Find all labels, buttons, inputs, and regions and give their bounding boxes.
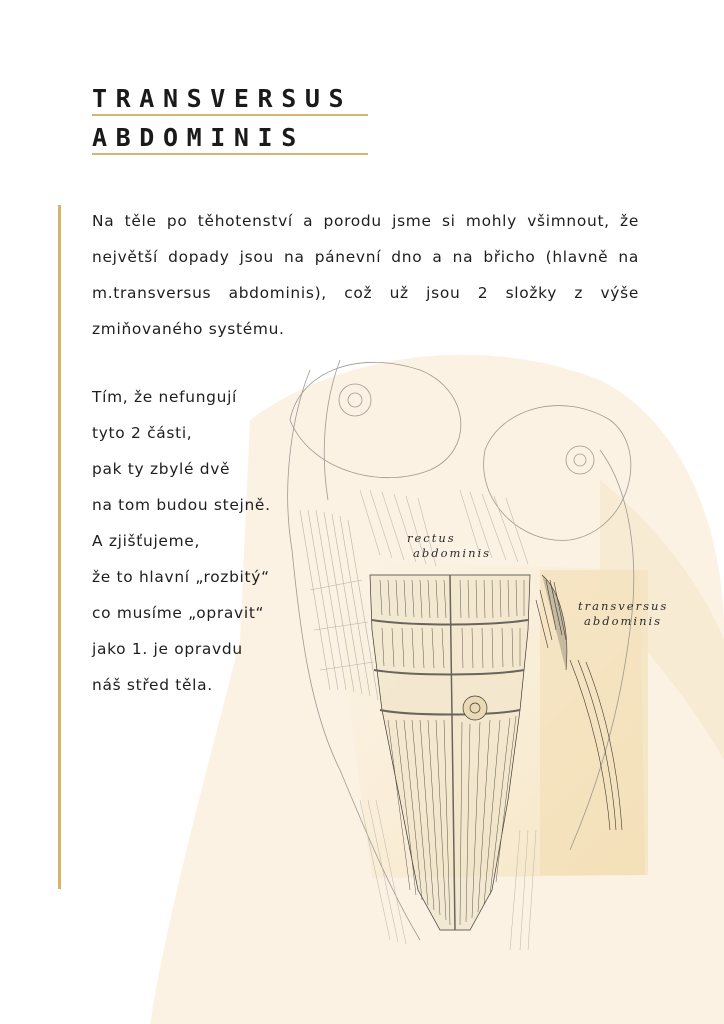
title-underline-1 bbox=[92, 114, 368, 116]
intro-paragraph bbox=[92, 203, 639, 347]
body-line: že to hlavní „rozbitý“ bbox=[92, 568, 270, 586]
abdominal-anatomy-illustration bbox=[270, 330, 724, 970]
body-line: jako 1. je opravdu bbox=[92, 640, 243, 658]
label-rectus-word1: rectus bbox=[407, 531, 456, 545]
title-underline-2 bbox=[92, 153, 368, 155]
label-rectus-word2: abdominis bbox=[413, 546, 492, 560]
body-line: pak ty zbylé dvě bbox=[92, 460, 231, 478]
gold-side-bar bbox=[58, 205, 61, 889]
intro-line: zmiňovaného systému. bbox=[92, 320, 285, 338]
intro-line: m.transversus abdominis), což už jsou 2 složky z výše bbox=[92, 284, 639, 302]
body-line: náš střed těla. bbox=[92, 676, 213, 694]
body-line: tyto 2 části, bbox=[92, 424, 193, 442]
label-transversus-abdominis bbox=[578, 599, 668, 629]
label-transversus-word1: transversus bbox=[578, 599, 669, 613]
body-line: co musíme „opravit“ bbox=[92, 604, 265, 622]
page-title-line-1: TRANSVERSUS bbox=[92, 84, 353, 113]
body-line: A zjišťujeme, bbox=[92, 532, 201, 550]
intro-line: Na těle po těhotenství a porodu jsme si mohly všimnout, že bbox=[92, 212, 639, 230]
intro-line: největší dopady jsou na pánevní dno a na břicho (hlavně na bbox=[92, 248, 639, 266]
page-title-line-2: ABDOMINIS bbox=[92, 123, 305, 152]
body-line: Tím, že nefungují bbox=[92, 388, 238, 406]
label-rectus-abdominis bbox=[407, 531, 491, 561]
label-transversus-word2: abdominis bbox=[584, 614, 663, 628]
body-line: na tom budou stejně. bbox=[92, 496, 271, 514]
